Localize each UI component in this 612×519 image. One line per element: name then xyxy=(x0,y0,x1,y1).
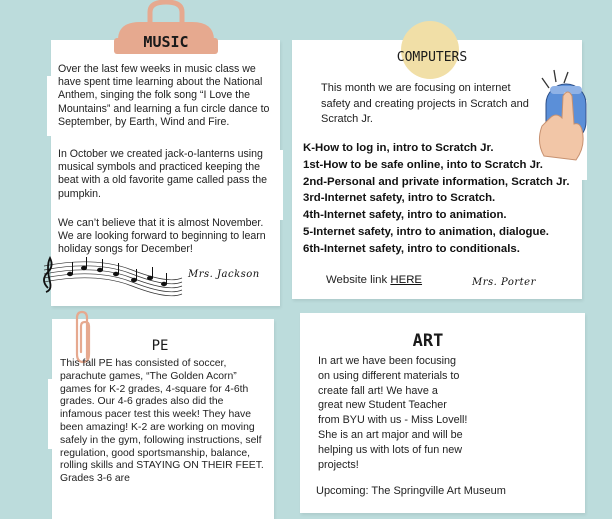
art-line: helping us with lots of fun new xyxy=(318,443,463,456)
computers-signature: Mrs. Porter xyxy=(472,277,536,288)
art-line: on using different materials to xyxy=(318,369,460,382)
computers-title: COMPUTERS xyxy=(396,50,468,65)
music-signature: Mrs. Jackson xyxy=(188,269,260,280)
music-paragraph-3: We can’t believe that it is almost November. We are looking forward to beginning to learn holiday songs for December! xyxy=(58,217,266,256)
grade-item: 6th-Internet safety, intro to conditionals. xyxy=(303,242,520,255)
art-line: She is an art major and will be xyxy=(318,428,463,441)
website-line xyxy=(326,274,422,286)
pe-title: PE xyxy=(151,338,169,354)
website-link[interactable]: HERE xyxy=(390,274,423,286)
grade-item: K-How to log in, intro to Scratch Jr. xyxy=(303,142,494,154)
art-line: In art we have been focusing xyxy=(318,355,457,367)
art-body xyxy=(318,354,467,472)
music-paragraph-1: Over the last few weeks in music class we have spent time learning about the National Anthem, singing the folk song “I Love the Mountains” and learning a fun circle dance to September, by Earth, Wind and Fire. xyxy=(58,63,270,128)
pe-body: This fall PE has consisted of soccer, parachute games, “The Golden Acorn” games for K-2 grades, 4-square for 4-6th grades. Our 4-6 grades also did the infamous pacer test this week! They have been amazing! K-2 are working on moving safely in the gym, following instructions, self regulation, good sportsmanship, balance, rolling skills and STAYING ON THEIR FEET. Grades 3-6 are xyxy=(60,358,264,485)
website-label: Website link xyxy=(326,274,391,286)
music-paragraph-2: In October we created jack-o-lanterns using musical symbols and practiced keeping the beat with a old favorite game called pass the pumpkin. xyxy=(58,148,268,200)
art-line: great new Student Teacher xyxy=(318,399,447,412)
art-upcoming: Upcoming: The Springville Art Museum xyxy=(316,485,506,497)
computers-intro: This month we are focusing on internet safety and creating projects in Scratch and Scratch Jr. xyxy=(321,82,529,125)
grade-item: 4th-Internet safety, intro to animation. xyxy=(303,209,507,222)
art-line: projects! xyxy=(318,458,359,471)
art-line: from BYU with us - Miss Lovell! xyxy=(318,414,468,427)
music-title: MUSIC xyxy=(143,33,189,51)
grade-item: 3rd-Internet safety, intro to Scratch. xyxy=(303,192,496,205)
grade-item: 2nd-Personal and private information, Scratch Jr. xyxy=(303,175,570,188)
grade-list xyxy=(303,140,569,258)
grade-item: 5-Internet safety, intro to animation, dialogue. xyxy=(303,225,549,238)
music-staff-icon xyxy=(36,254,186,298)
art-title: ART xyxy=(412,331,444,351)
art-line: create fall art! We have a xyxy=(318,384,438,397)
grade-item: 1st-How to be safe online, into to Scratch Jr. xyxy=(303,158,543,171)
